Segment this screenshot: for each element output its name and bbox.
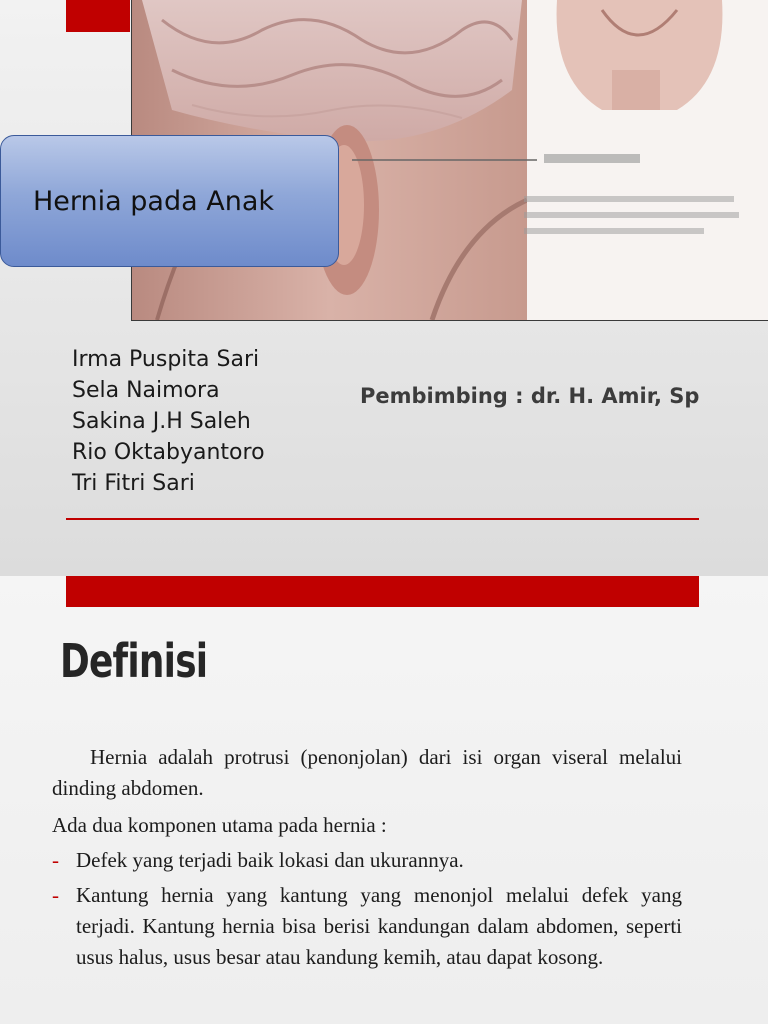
red-divider-line	[66, 518, 699, 520]
author-name: Irma Puspita Sari	[72, 347, 260, 372]
components-intro: Ada dua komponen utama pada hernia :	[52, 813, 387, 837]
list-item-text: Kantung hernia yang kantung yang menonjol melalui defek yang terjadi. Kantung hernia bisa berisi kandungan dalam abdomen, seperti usus halus, usus besar atau kandung kemih, atau dapat kosong.	[76, 883, 682, 969]
slide-heading: Definisi	[60, 634, 208, 688]
definition-paragraph: Hernia adalah protrusi (penonjolan) dari isi organ viseral melalui dinding abdomen.	[52, 745, 682, 800]
list-item-text: Defek yang terjadi baik lokasi dan ukurannya.	[76, 848, 464, 872]
red-accent-tab	[66, 0, 130, 32]
author-name: Sakina J.H Saleh	[72, 409, 251, 434]
components-list	[52, 845, 682, 973]
bullet-dash: -	[52, 848, 59, 872]
list-item	[52, 845, 682, 876]
author-name: Rio Oktabyantoro	[72, 440, 265, 465]
bullet-dash: -	[52, 883, 59, 907]
list-item	[52, 880, 682, 973]
title-box	[0, 135, 339, 267]
definition-slide	[0, 576, 768, 1024]
slide-title: Hernia pada Anak	[33, 185, 274, 217]
author-name: Sela Naimora	[72, 378, 220, 403]
red-header-bar	[66, 576, 699, 607]
definition-body	[52, 742, 682, 977]
author-name: Tri Fitri Sari	[72, 471, 195, 496]
author-list	[72, 344, 265, 499]
supervisor-label: Pembimbing : dr. H. Amir, Sp	[360, 384, 700, 408]
